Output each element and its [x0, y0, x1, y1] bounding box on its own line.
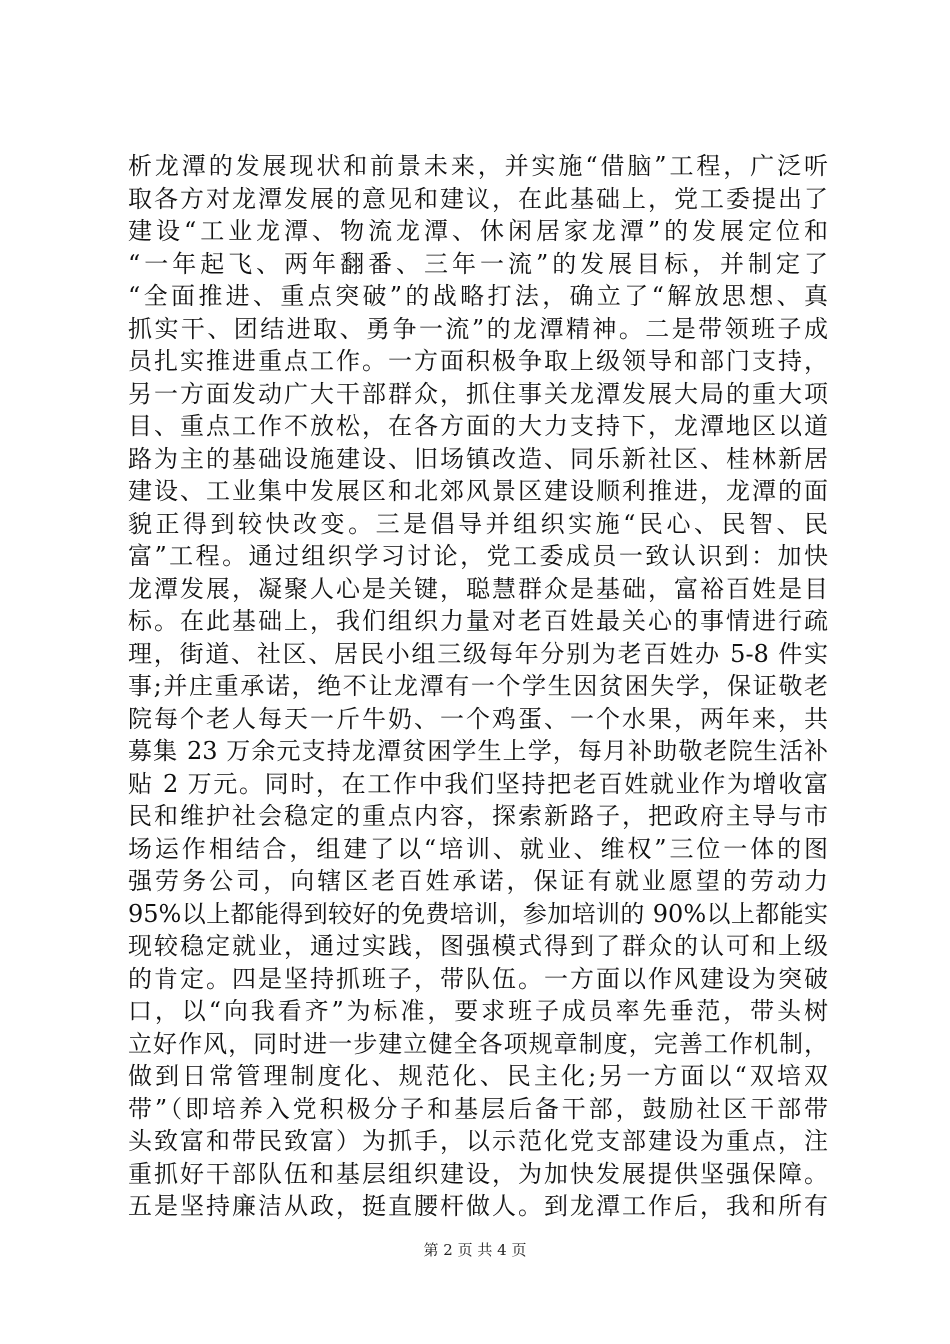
page-number: 第 2 页 共 4 页	[423, 1241, 527, 1259]
text-line: 析龙潭的发展现状和前景未来，并实施“借脑”工程，广泛听	[128, 152, 828, 180]
text-line: 院每个老人每天一斤牛奶、一个鸡蛋、一个水果，两年来，共	[128, 704, 828, 733]
text-line: 目、重点工作不放松，在各方面的大力支持下，龙潭地区以道	[128, 412, 828, 440]
page-footer	[0, 1240, 950, 1260]
text-line: 龙潭发展，凝聚人心是关键，聪慧群众是基础，富裕百姓是目	[128, 574, 828, 603]
text-line: 理，街道、社区、居民小组三级每年分别为老百姓办 5-8 件实	[128, 639, 828, 668]
text-line: 重抓好干部队伍和基层组织建设，为加快发展提供坚强保障。	[128, 1159, 828, 1188]
text-line: 立好作风，同时进一步建立健全各项规章制度，完善工作机制，	[128, 1029, 828, 1058]
text-line: 路为主的基础设施建设、旧场镇改造、同乐新社区、桂林新居	[128, 444, 828, 473]
text-line: 强劳务公司，向辖区老百姓承诺，保证有就业愿望的劳动力	[128, 867, 828, 895]
text-line: 95%以上都能得到较好的免费培训，参加培训的 90%以上都能实	[128, 899, 828, 928]
text-line: 贴 2 万元。同时，在工作中我们坚持把老百姓就业作为增收富	[128, 769, 828, 798]
text-line: 现较稳定就业，通过实践，图强模式得到了群众的认可和上级	[128, 932, 828, 960]
text-line: 民和维护社会稳定的重点内容，探索新路子，把政府主导与市	[128, 802, 828, 830]
text-line: 的肯定。四是坚持抓班子，带队伍。一方面以作风建设为突破	[128, 964, 828, 993]
text-line: 场运作相结合，组建了以“培训、就业、维权”三位一体的图	[128, 834, 828, 863]
text-line: 标。在此基础上，我们组织力量对老百姓最关心的事情进行疏	[128, 607, 828, 635]
text-line: 带”（即培养入党积极分子和基层后备干部，鼓励社区干部带	[128, 1094, 828, 1123]
text-line: 建设、工业集中发展区和北郊风景区建设顺利推进，龙潭的面	[128, 477, 828, 505]
text-line: 口，以“向我看齐”为标准，要求班子成员率先垂范，带头树	[128, 997, 828, 1025]
text-line: “一年起飞、两年翻番、三年一流”的发展目标，并制定了	[128, 249, 828, 278]
text-line: 做到日常管理制度化、规范化、民主化;另一方面以“双培双	[128, 1062, 828, 1090]
body-text	[128, 150, 828, 1223]
text-line: 建设“工业龙潭、物流龙潭、休闲居家龙潭”的发展定位和	[128, 217, 828, 245]
text-line: “全面推进、重点突破”的战略打法，确立了“解放思想、真	[128, 282, 828, 310]
text-line: 抓实干、团结进取、勇争一流”的龙潭精神。二是带领班子成	[128, 314, 828, 343]
text-line: 貌正得到较快改变。三是倡导并组织实施“民心、民智、民	[128, 509, 828, 538]
text-line: 事;并庄重承诺，绝不让龙潭有一个学生因贫困失学，保证敬老	[128, 672, 828, 700]
text-line: 募集 23 万余元支持龙潭贫困学生上学，每月补助敬老院生活补	[128, 737, 828, 765]
text-line: 另一方面发动广大干部群众，抓住事关龙潭发展大局的重大项	[128, 379, 828, 408]
text-line: 员扎实推进重点工作。一方面积极争取上级领导和部门支持，	[128, 347, 828, 375]
text-line: 取各方对龙潭发展的意见和建议，在此基础上，党工委提出了	[128, 184, 828, 213]
text-line: 头致富和带民致富）为抓手，以示范化党支部建设为重点，注	[128, 1127, 828, 1155]
text-line: 富”工程。通过组织学习讨论，党工委成员一致认识到：加快	[128, 542, 828, 570]
text-line: 五是坚持廉洁从政，挺直腰杆做人。到龙潭工作后，我和所有	[128, 1192, 828, 1220]
